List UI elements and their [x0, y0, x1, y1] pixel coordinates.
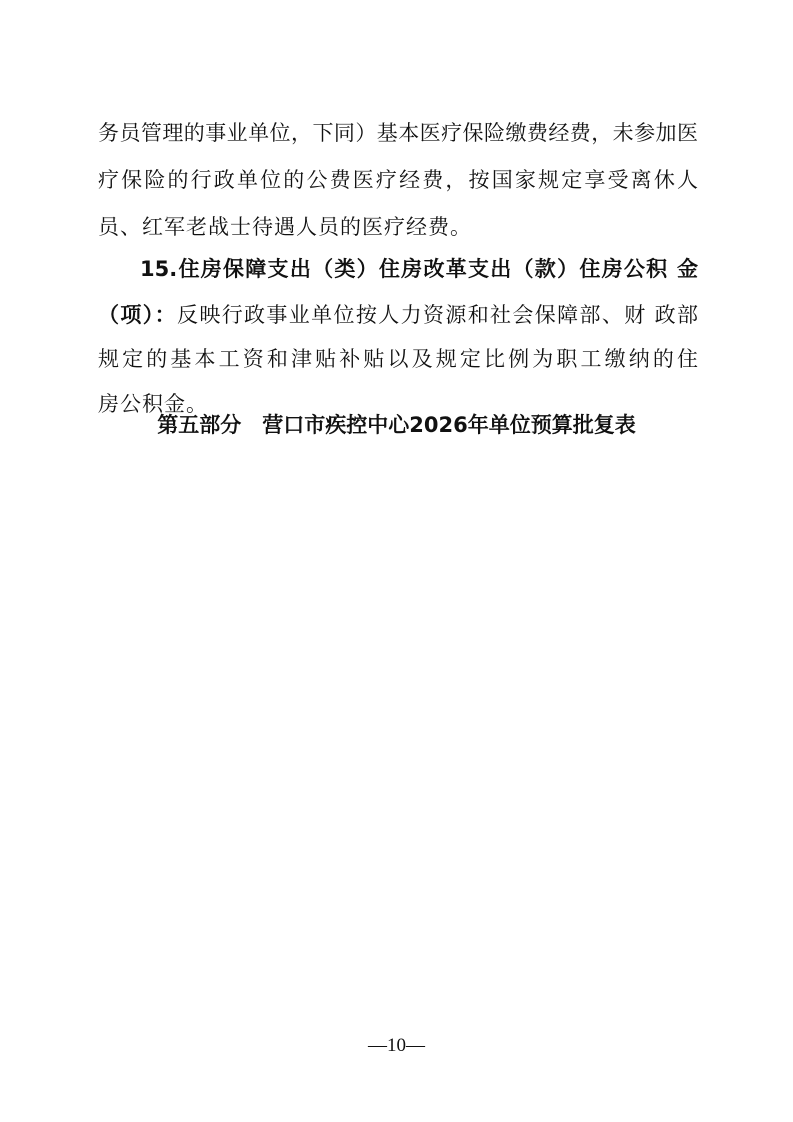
paragraph-line: 规定的基本工资和津贴补贴以及规定比例为职工缴纳的住: [98, 347, 698, 371]
paragraph-line: 疗保险的行政单位的公费医疗经费，按国家规定享受离休人: [98, 168, 698, 192]
paragraph-line: 房公积金。: [98, 392, 208, 416]
section-item-heading: 15.住房保障支出（类）住房改革支出（款）住房公积 金: [140, 257, 698, 281]
paragraph-line: 员、红军老战士待遇人员的医疗经费。: [98, 215, 472, 239]
item-text: 反映行政事业单位按人力资源和社会保障部、财 政部: [176, 303, 699, 327]
item-label: （项）：: [98, 303, 177, 327]
paragraph-line: 务员管理的事业单位，下同）基本医疗保险缴费经费，未参加医: [98, 121, 698, 145]
page-number: —10—: [368, 1035, 425, 1056]
section-heading: 第五部分 营口市疾控中心2026年单位预算批复表: [157, 413, 636, 437]
paragraph-line: [98, 300, 698, 330]
